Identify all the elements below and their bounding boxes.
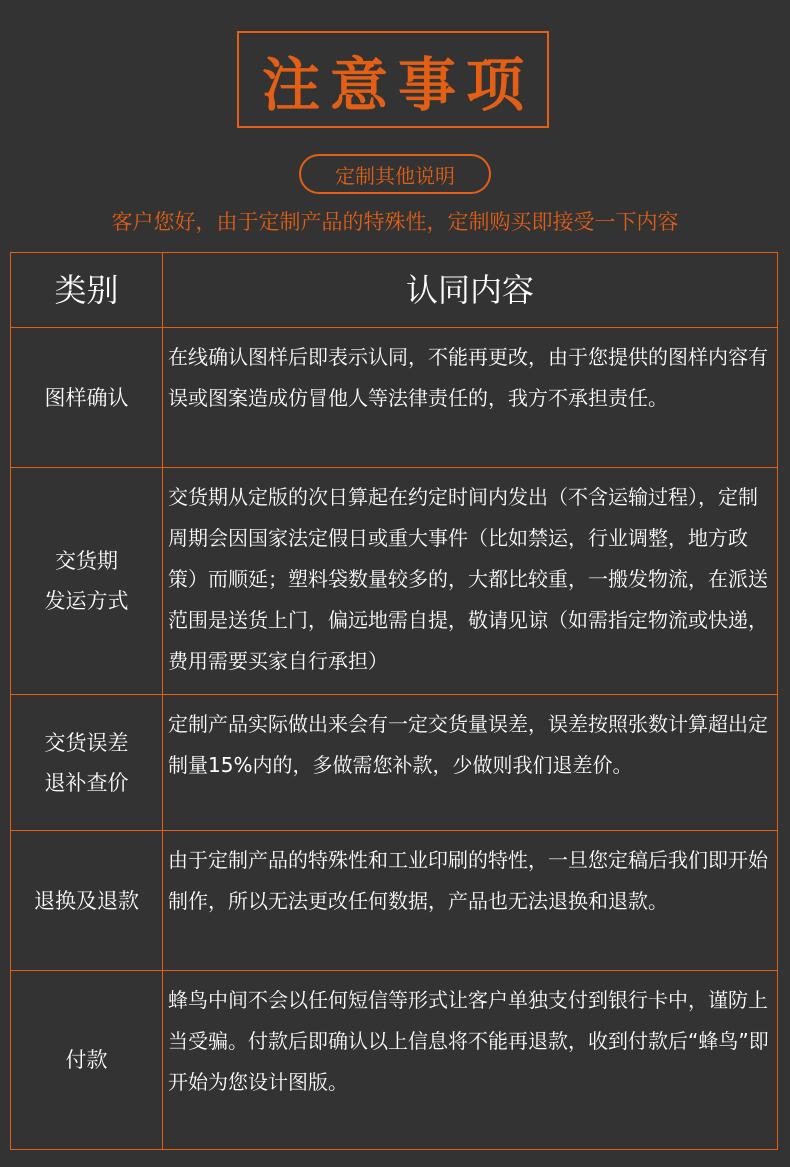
row-content: 蜂鸟中间不会以任何短信等形式让客户单独支付到银行卡中，谨防上当受骗。付款后即确认以上信息将不能再退款，收到付款后“蜂鸟”即开始为您设计图版。 (168, 988, 769, 1094)
table-row (11, 695, 777, 831)
header-category: 类别 (11, 253, 163, 327)
row-content: 在线确认图样后即表示认同，不能再更改，由于您提供的图样内容有误或图案造成仿冒他人等法律责任的，我方不承担责任。 (168, 345, 768, 410)
row-category: 交货误差 退补查价 (11, 695, 163, 830)
table-header-row (11, 253, 777, 328)
row-category: 退换及退款 (11, 831, 163, 970)
row-content: 定制产品实际做出来会有一定交货量误差，误差按照张数计算超出定制量15%内的，多做需您补款，少做则我们退差价。 (168, 712, 768, 777)
row-content: 由于定制产品的特殊性和工业印刷的特性，一旦您定稿后我们即开始制作，所以无法更改任何数据，产品也无法退换和退款。 (168, 848, 768, 913)
title-box (237, 31, 549, 128)
section-pill: 定制其他说明 (299, 154, 491, 194)
table-row (11, 468, 777, 695)
table-row (11, 971, 777, 1149)
row-content: 交货期从定版的次日算起在约定时间内发出（不含运输过程），定制周期会因国家法定假日或重大事件（比如禁运，行业调整，地方政策）而顺延；塑料袋数量较多的，大都比较重，一搬发物流，在派送范围是送货上门，偏远地需自提，敬请见谅（如需指定物流或快递，费用需要买家自行承担） (168, 485, 768, 673)
terms-table (10, 252, 778, 1150)
row-category: 图样确认 (11, 328, 163, 467)
customer-notice: 客户您好，由于定制产品的特殊性，定制购买即接受一下内容 (111, 210, 679, 234)
header-content: 认同内容 (405, 270, 534, 309)
table-row (11, 328, 777, 468)
row-category: 付款 (11, 971, 163, 1149)
table-row (11, 831, 777, 971)
row-category: 交货期 发运方式 (11, 468, 163, 694)
page-title: 注意事项 (261, 50, 534, 119)
